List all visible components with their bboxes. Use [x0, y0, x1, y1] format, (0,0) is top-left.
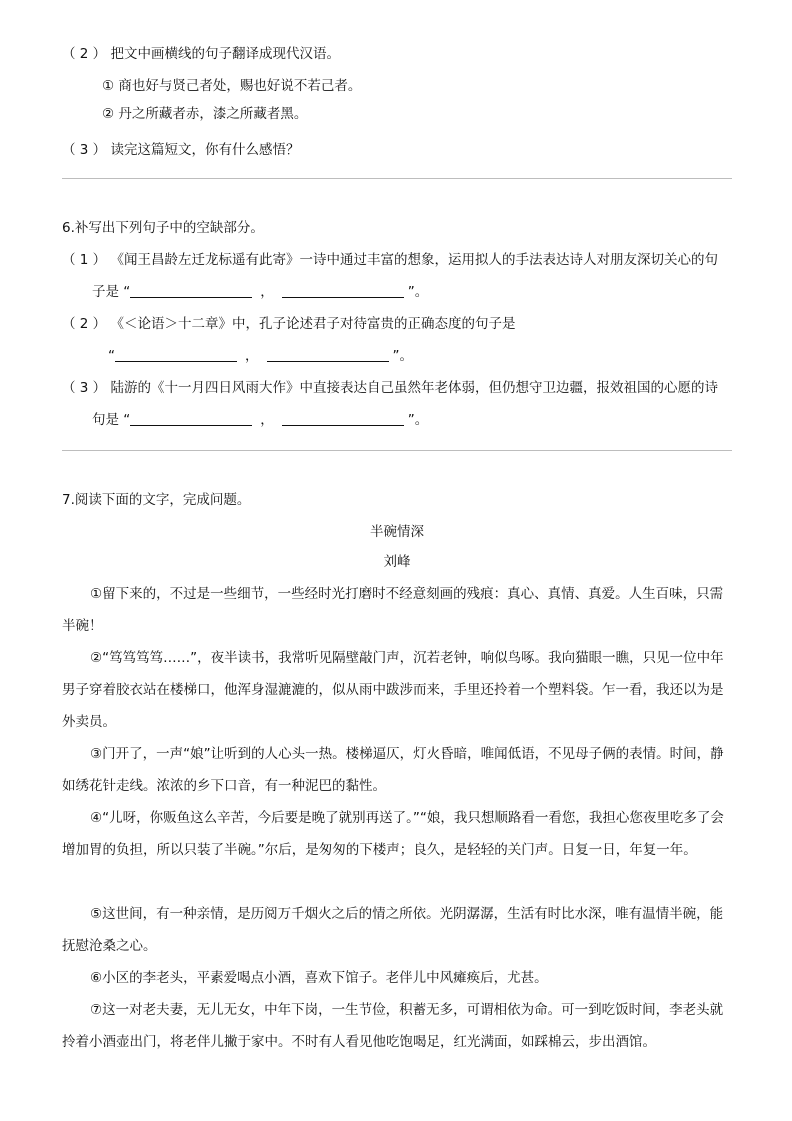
article-paragraph-4: ④“儿呀，你贩鱼这么辛苦，今后要是晚了就别再送了。”“娘，我只想顺路看一看您，我担心您夜里吃多了会增加胃的负担，所以只装了半碗。”尔后，是匆匆的下楼声；良久，是轻轻的关门声。日复一日，年复一年。 [62, 810, 724, 858]
q6-sub1-blanks [92, 282, 428, 302]
answer-blank[interactable] [267, 347, 389, 362]
q6-sub3-line1: （ 3 ） 陆游的《十一月四日风雨大作》中直接表达自己虽然年老体弱，但仍想守卫边疆，报效祖国的心愿的诗 [62, 380, 718, 396]
divider [62, 450, 732, 451]
article-paragraph-1: ①留下来的，不过是一些细节，一些经时光打磨时不经意刻画的残痕：真心、真情、真爱。人生百味，只需半碗！ [62, 586, 724, 634]
q7-title: 7.阅读下面的文字，完成问题。 [62, 492, 251, 508]
q5-item2: ② 丹之所藏者赤，漆之所藏者黑。 [102, 106, 308, 122]
answer-blank[interactable] [115, 347, 237, 362]
close-quote: ”。 [392, 348, 413, 364]
answer-blank[interactable] [130, 283, 252, 298]
comma: ， [260, 412, 274, 428]
q5-sub2-label: （ 2 ） 把文中画横线的句子翻译成现代汉语。 [62, 46, 340, 62]
answer-blank[interactable] [282, 411, 404, 426]
article-paragraph-5: ⑤这世间，有一种亲情，是历阅万千烟火之后的情之所依。光阴潺潺，生活有时比水深，唯有温情半碗，能抚慰沧桑之心。 [62, 906, 724, 954]
article-author: 刘峰 [383, 554, 411, 570]
close-quote: ”。 [407, 284, 429, 300]
article-paragraph-2: ②“笃笃笃笃……”，夜半读书，我常听见隔壁敲门声，沉若老钟，响似鸟啄。我向猫眼一瞧，只见一位中年男子穿着胶衣站在楼梯口，他浑身湿漉漉的，似从雨中跋涉而来，手里还拎着一个塑料袋。乍一看，我还以为是外卖员。 [62, 650, 724, 730]
comma: ， [260, 284, 274, 300]
answer-blank[interactable] [130, 411, 252, 426]
q5-item1: ① 商也好与贤己者处，赐也好说不若己者。 [102, 78, 362, 94]
q6-sub1-line1: （ 1 ） 《闻王昌龄左迁龙标遥有此寄》一诗中通过丰富的想象，运用拟人的手法表达诗人对朋友深切关心的句 [62, 252, 718, 268]
divider [62, 178, 732, 179]
q6-sub3-blanks [92, 410, 428, 430]
q5-sub3-label: （ 3 ） 读完这篇短文，你有什么感悟？ [62, 142, 300, 158]
q6-sub2-line1: （ 2 ） 《＜论语＞十二章》中，孔子论述君子对待富贵的正确态度的句子是 [62, 316, 516, 332]
comma: ， [245, 348, 259, 364]
q6-sub2-blanks [108, 346, 413, 366]
close-quote: ”。 [407, 412, 429, 428]
q6-title: 6.补写出下列句子中的空缺部分。 [62, 220, 264, 236]
q6-sub3-prefix: 句是 “ [92, 412, 131, 428]
article-paragraph-6: ⑥小区的李老头，平素爱喝点小酒，喜欢下馆子。老伴儿中风瘫痪后，尤甚。 [90, 970, 548, 986]
answer-blank[interactable] [282, 283, 404, 298]
article-paragraph-7: ⑦这一对老夫妻，无儿无女，中年下岗，一生节俭，积蓄无多，可谓相依为命。可一到吃饭时间，李老头就拎着小酒壶出门，将老伴儿撇于家中。不时有人看见他吃饱喝足，红光满面，如踩棉云，步出酒馆。 [62, 1002, 724, 1050]
article-title: 半碗情深 [370, 524, 424, 540]
article-paragraph-3: ③门开了，一声“娘”让听到的人心头一热。楼梯逼仄，灯火昏暗，唯闻低语，不见母子俩的表情。时间，静如绣花针走线。浓浓的乡下口音，有一种泥巴的黏性。 [62, 746, 724, 794]
q6-sub1-prefix: 子是 “ [92, 284, 131, 300]
open-quote: “ [108, 348, 115, 364]
